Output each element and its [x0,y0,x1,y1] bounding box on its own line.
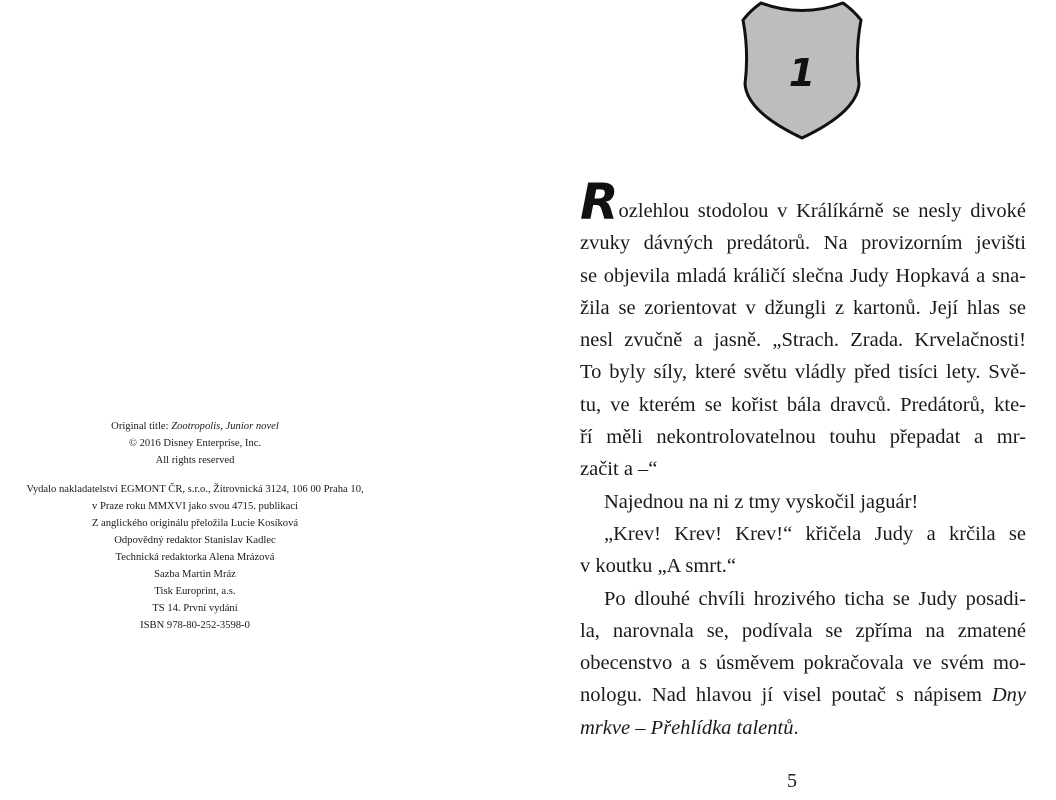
page-number: 5 [787,770,797,792]
imprint-label: Original title: [111,421,172,432]
right-page [528,0,1056,800]
imprint-line: TS 14. První vydání [152,603,238,614]
imprint-line: Technická redaktorka Alena Mrázová [115,552,275,563]
imprint-line: Z anglického originálu přeložila Lucie Kosíková [91,518,299,529]
line-text: „Krev! Krev! Krev!“ křičela Judy a krčila se [604,522,1026,545]
italic-text: mrkve – Přehlídka talentů [580,716,794,739]
line-text: zvuky dávných predátorů. Na provizorním jevišti [580,232,1026,255]
text-line [580,389,1026,421]
line-text: la, narovnala se, podívala se zpříma na zmatené [580,619,1026,642]
line-text: tu, ve kterém se kořist bála dravců. Predátorů, kte- [580,393,1026,416]
text-line [580,260,1026,292]
text-line [580,712,1026,744]
line-text: To byly síly, které světu vládly před tisíci lety. Svě- [580,361,1026,384]
text-line [580,486,1026,518]
text-line [580,356,1026,388]
text-line [580,615,1026,647]
line-tail: . [793,716,799,739]
imprint-gap [0,469,390,481]
text-line [580,324,1026,356]
imprint-line: v Praze roku MMXVI jako svou 4715. publikaci [92,501,298,512]
chapter-body-text [580,173,1026,744]
original-title: Zootropolis, Junior novel [171,421,279,432]
line-text: ozlehlou stodolou v Králíkárně se nesly divoké [618,200,1026,222]
imprint-line: © 2016 Disney Enterprise, Inc. [128,438,262,449]
chapter-number: 1 [788,51,816,95]
line-text: ří měli nekontrolovatelnou touhu přepadat a mr- [580,426,1026,449]
imprint-line: ISBN 978-80-252-3598-0 [140,620,250,631]
text-line [580,173,1026,231]
imprint-line: Odpovědný redaktor Stanislav Kadlec [114,535,276,546]
text-line [580,518,1026,550]
italic-text: Dny [991,684,1026,707]
imprint-line [0,418,390,435]
imprint-line: Sazba Martin Mráz [154,569,236,580]
line-text: obecenstvo a s úsměvem pokračovala ve svém mo- [580,652,1026,675]
text-line [580,647,1026,679]
line-text: se objevila mladá králičí slečna Judy Hopkavá a sna- [580,264,1026,287]
text-line [580,583,1026,615]
line-text: nologu. Nad hlavou jí visel poutač s nápisem [580,684,992,707]
text-line [580,679,1026,711]
line-text: začit a –“ [580,458,658,481]
line-text: v koutku „A smrt.“ [580,555,737,578]
text-line [580,292,1026,324]
imprint-line: Vydalo nakladatelství EGMONT ČR, s.r.o., Žitrovnická 3124, 106 00 Praha 10, [26,484,364,495]
line-text: nesl zvučně a jasně. „Strach. Zrada. Krvelačnosti! [580,329,1026,352]
text-line [580,453,1026,485]
line-text: žila se zorientovat v džungli z kartonů. Její hlas se [580,296,1026,319]
imprint-line: All rights reserved [155,455,235,466]
drop-cap: R [580,173,619,231]
imprint-block [0,418,390,634]
text-line [580,227,1026,259]
line-text: Najednou na ni z tmy vyskočil jaguár! [604,490,919,513]
chapter-badge-icon [741,0,863,140]
line-text: Po dlouhé chvíli hrozivého ticha se Judy posadi- [604,587,1026,610]
text-line [580,550,1026,582]
text-line [580,421,1026,453]
imprint-line: Tisk Europrint, a.s. [154,586,236,597]
